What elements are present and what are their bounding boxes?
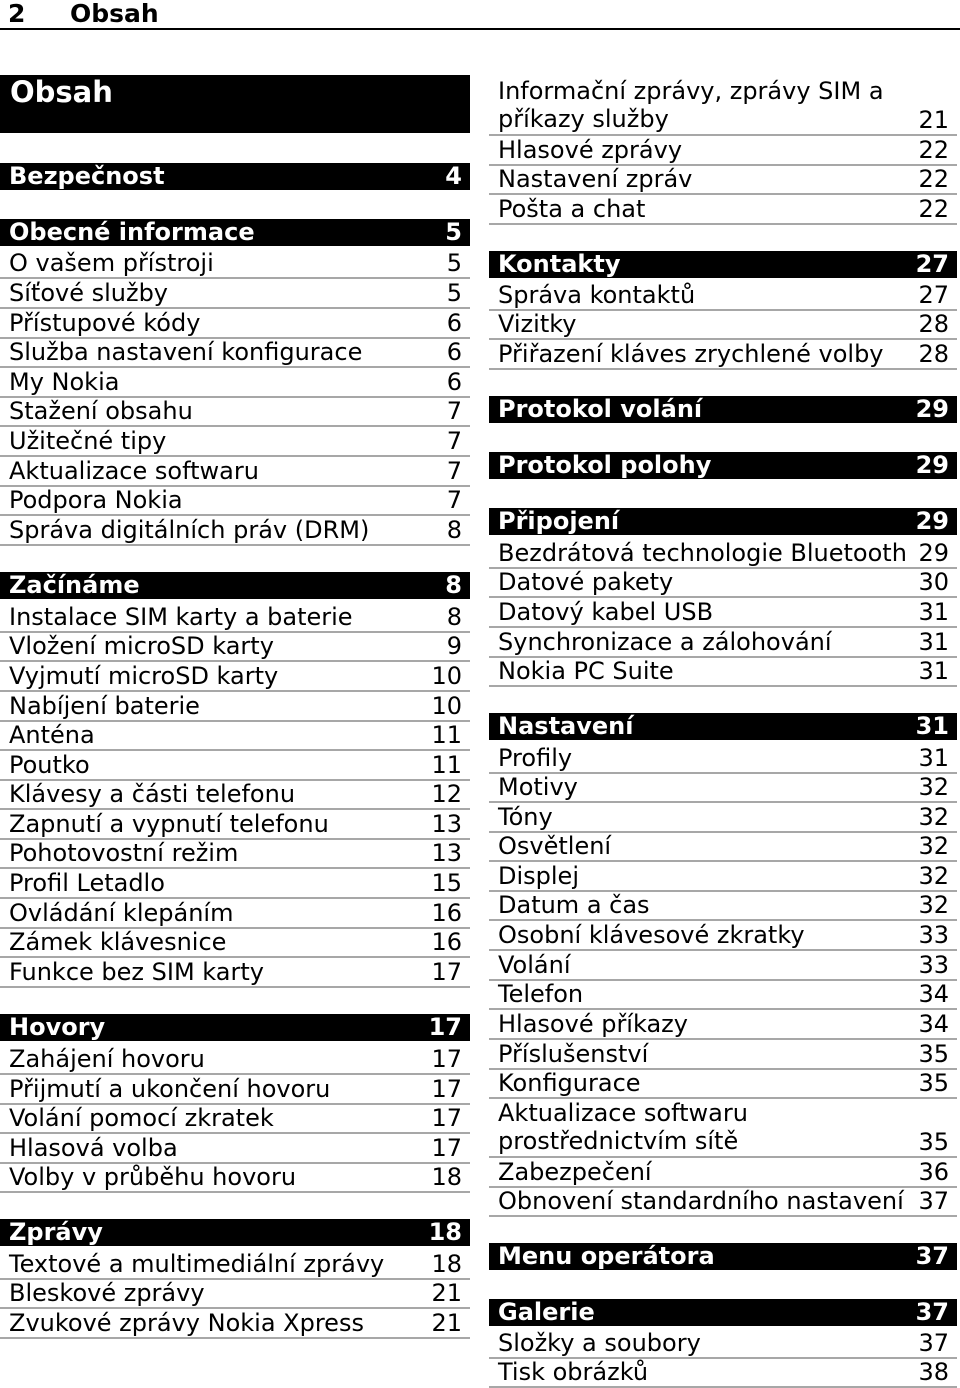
toc-section-heading[interactable] (489, 1243, 957, 1270)
toc-entry-page-number: 37 (915, 1298, 949, 1326)
toc-entry-page-number: 29 (915, 507, 949, 535)
toc-entry-page-number: 18 (431, 1163, 462, 1191)
toc-entry-title: Připojení (498, 507, 620, 535)
toc-entry-title: Hlasové zprávy (498, 136, 683, 164)
toc-entry[interactable] (0, 1250, 470, 1280)
toc-entry-title: Hovory (9, 1013, 106, 1041)
toc-entry[interactable] (489, 803, 957, 833)
toc-entry[interactable] (489, 598, 957, 628)
toc-entry-page-number: 33 (918, 951, 949, 979)
toc-entry[interactable] (489, 862, 957, 892)
toc-entry[interactable] (0, 692, 470, 722)
toc-entry-page-number: 21 (918, 106, 949, 134)
toc-entry-page-number: 37 (915, 1242, 949, 1270)
toc-entry[interactable] (0, 1163, 470, 1193)
toc-entry[interactable] (0, 1075, 470, 1105)
toc-entry-page-number: 12 (431, 780, 462, 808)
toc-entry-title: Anténa (9, 721, 95, 749)
toc-entry-page-number: 17 (431, 1134, 462, 1162)
page-number: 2 (8, 0, 26, 28)
toc-entry-title: Textové a multimediální zprávy (9, 1250, 385, 1278)
toc-entry-page-number: 5 (446, 249, 462, 277)
toc-entry-title: Zprávy (9, 1218, 103, 1246)
toc-entry-title: Tisk obrázků (498, 1358, 649, 1386)
toc-entry-page-number: 38 (918, 1358, 949, 1386)
toc-entry[interactable] (0, 338, 470, 368)
toc-entry[interactable] (489, 1010, 957, 1040)
toc-entry-title: Motivy (498, 773, 578, 801)
toc-entry-title: Pošta a chat (498, 195, 646, 223)
toc-entry-page-number: 30 (918, 568, 949, 596)
toc-entry-page-number: 37 (918, 1187, 949, 1215)
toc-entry-page-number: 18 (428, 1218, 462, 1246)
toc-entry-page-number: 34 (918, 980, 949, 1008)
toc-entry-title: Funkce bez SIM karty (9, 958, 264, 986)
toc-entry[interactable] (0, 279, 470, 309)
toc-entry[interactable] (0, 869, 470, 899)
toc-entry-title: Zvukové zprávy Nokia Xpress (9, 1309, 364, 1337)
toc-entry-title: Podpora Nokia (9, 486, 183, 514)
toc-entry[interactable] (489, 891, 957, 921)
toc-entry[interactable] (489, 568, 957, 598)
toc-entry[interactable] (0, 368, 470, 398)
toc-entry[interactable] (489, 1358, 957, 1388)
toc-entry-page-number: 17 (431, 1104, 462, 1132)
toc-entry-title: Přiřazení kláves zrychlené volby (498, 340, 884, 368)
toc-entry-page-number: 35 (918, 1128, 949, 1156)
toc-entry[interactable] (0, 751, 470, 781)
toc-entry-page-number: 22 (918, 195, 949, 223)
toc-entry-page-number: 32 (918, 862, 949, 890)
toc-entry[interactable] (489, 1158, 957, 1188)
toc-entry-page-number: 8 (446, 603, 462, 631)
toc-entry[interactable] (0, 1104, 470, 1134)
toc-entry-title: Síťové služby (9, 279, 169, 307)
toc-entry-page-number: 37 (918, 1329, 949, 1357)
toc-entry-title: Zámek klávesnice (9, 928, 227, 956)
toc-entry[interactable] (0, 486, 470, 516)
toc-entry-page-number: 7 (446, 427, 462, 455)
toc-entry-page-number: 31 (918, 744, 949, 772)
toc-entry-page-number: 28 (918, 310, 949, 338)
toc-entry-title: Správa kontaktů (498, 281, 696, 309)
toc-entry-title: Datový kabel USB (498, 598, 714, 626)
toc-entry[interactable] (489, 195, 957, 225)
toc-entry-page-number: 17 (428, 1013, 462, 1041)
toc-entry-title: Osobní klávesové zkratky (498, 921, 805, 949)
toc-entry-title: Telefon (498, 980, 584, 1008)
toc-entry-page-number: 32 (918, 891, 949, 919)
toc-entry[interactable] (489, 539, 957, 569)
toc-entry[interactable] (0, 603, 470, 633)
toc-entry-title: Datum a čas (498, 891, 650, 919)
toc-entry-title: Poutko (9, 751, 90, 779)
toc-entry-title: Nastavení (498, 712, 634, 740)
toc-entry-title: Obnovení standardního nastavení (498, 1187, 904, 1215)
toc-entry-page-number: 36 (918, 1158, 949, 1186)
toc-entry-title: Služba nastavení konfigurace (9, 338, 363, 366)
toc-section-heading[interactable] (489, 452, 957, 479)
toc-entry[interactable] (489, 980, 957, 1010)
toc-entry-title: Hlasová volba (9, 1134, 178, 1162)
toc-entry-title: Kontakty (498, 250, 621, 278)
toc-entry-page-number: 27 (915, 250, 949, 278)
toc-entry[interactable] (0, 780, 470, 810)
toc-entry[interactable] (489, 340, 957, 370)
toc-entry-title: Zabezpečení (498, 1158, 652, 1186)
toc-entry-page-number: 6 (446, 368, 462, 396)
toc-entry[interactable] (0, 1309, 470, 1339)
toc-entry-title: Bleskové zprávy (9, 1279, 205, 1307)
toc-entry-page-number: 31 (918, 628, 949, 656)
toc-entry-page-number: 32 (918, 803, 949, 831)
toc-entry-title: Ovládání klepáním (9, 899, 234, 927)
toc-entry-page-number: 29 (915, 451, 949, 479)
toc-entry[interactable] (489, 165, 957, 195)
toc-entry[interactable] (489, 832, 957, 862)
toc-entry[interactable] (489, 1040, 957, 1070)
toc-entry-page-number: 6 (446, 309, 462, 337)
toc-entry-page-number: 32 (918, 773, 949, 801)
toc-entry[interactable] (0, 810, 470, 840)
toc-entry[interactable] (0, 427, 470, 457)
toc-entry-page-number: 13 (431, 839, 462, 867)
toc-entry-title: Složky a soubory (498, 1329, 701, 1357)
toc-entry[interactable] (489, 77, 957, 136)
toc-entry[interactable] (0, 721, 470, 751)
toc-entry[interactable] (489, 951, 957, 981)
toc-entry-title: Obecné informace (9, 218, 255, 246)
toc-entry-title: Zahájení hovoru (9, 1045, 205, 1073)
page-header-title: Obsah (70, 0, 159, 28)
toc-entry[interactable] (0, 958, 470, 988)
toc-entry[interactable] (0, 397, 470, 427)
toc-entry-title: Volání pomocí zkratek (9, 1104, 274, 1132)
toc-entry-title: Instalace SIM karty a baterie (9, 603, 353, 631)
toc-entry[interactable] (0, 1279, 470, 1309)
toc-entry-page-number: 16 (431, 928, 462, 956)
toc-entry-page-number: 17 (431, 1075, 462, 1103)
toc-entry-page-number: 8 (446, 516, 462, 544)
toc-entry-page-number: 34 (918, 1010, 949, 1038)
toc-entry-title: Informační zprávy, zprávy SIM a příkazy služby (498, 77, 884, 133)
toc-entry-title: Pohotovostní režim (9, 839, 239, 867)
toc-entry-page-number: 22 (918, 165, 949, 193)
toc-entry[interactable] (0, 839, 470, 869)
toc-entry-page-number: 31 (918, 657, 949, 685)
toc-entry-title: My Nokia (9, 368, 120, 396)
toc-entry-title: Aktualizace softwaru prostřednictvím sítě (498, 1099, 748, 1155)
toc-entry-title: Užitečné tipy (9, 427, 167, 455)
toc-entry-page-number: 11 (431, 721, 462, 749)
toc-section-heading[interactable] (489, 396, 957, 423)
toc-entry-title: Profily (498, 744, 573, 772)
toc-entry[interactable] (489, 921, 957, 951)
toc-section-heading[interactable] (0, 1014, 470, 1041)
toc-entry-title: Datové pakety (498, 568, 674, 596)
toc-entry[interactable] (489, 628, 957, 658)
toc-entry-page-number: 28 (918, 340, 949, 368)
toc-entry-title: Bezpečnost (9, 162, 165, 190)
toc-title: Obsah (0, 75, 470, 133)
toc-entry-page-number: 29 (915, 395, 949, 423)
toc-entry-title: O vašem přístroji (9, 249, 214, 277)
toc-entry-page-number: 32 (918, 832, 949, 860)
toc-entry[interactable] (0, 249, 470, 279)
toc-entry-page-number: 17 (431, 958, 462, 986)
toc-entry-page-number: 18 (431, 1250, 462, 1278)
toc-entry[interactable] (0, 662, 470, 692)
toc-entry-page-number: 29 (918, 539, 949, 567)
toc-entry-page-number: 5 (446, 279, 462, 307)
toc-entry-page-number: 21 (431, 1279, 462, 1307)
toc-section-heading[interactable] (0, 219, 470, 246)
toc-entry-page-number: 35 (918, 1040, 949, 1068)
toc-entry-page-number: 7 (446, 486, 462, 514)
toc-entry[interactable] (489, 657, 957, 687)
toc-entry-title: Protokol polohy (498, 451, 712, 479)
toc-entry[interactable] (489, 1099, 957, 1158)
toc-entry-page-number: 10 (431, 692, 462, 720)
toc-entry[interactable] (489, 1329, 957, 1359)
toc-section-heading[interactable] (489, 251, 957, 278)
toc-entry-title: Nabíjení baterie (9, 692, 200, 720)
toc-section-heading[interactable] (0, 572, 470, 599)
toc-entry-title: Bezdrátová technologie Bluetooth (498, 539, 907, 567)
toc-entry-page-number: 10 (431, 662, 462, 690)
toc-entry-page-number: 7 (446, 457, 462, 485)
toc-entry-title: Vizitky (498, 310, 577, 338)
toc-entry[interactable] (489, 1187, 957, 1217)
toc-entry[interactable] (0, 516, 470, 546)
toc-entry[interactable] (489, 136, 957, 166)
toc-entry[interactable] (489, 310, 957, 340)
toc-entry[interactable] (0, 457, 470, 487)
toc-entry-title: Synchronizace a zálohování (498, 628, 832, 656)
toc-entry-page-number: 22 (918, 136, 949, 164)
toc-entry-page-number: 15 (431, 869, 462, 897)
toc-entry-page-number: 33 (918, 921, 949, 949)
toc-entry-title: Nokia PC Suite (498, 657, 674, 685)
toc-entry-title: Stažení obsahu (9, 397, 193, 425)
toc-entry-title: Menu operátora (498, 1242, 715, 1270)
toc-section-heading[interactable] (489, 1299, 957, 1326)
toc-entry-page-number: 7 (446, 397, 462, 425)
toc-entry[interactable] (489, 744, 957, 774)
toc-entry-page-number: 31 (915, 712, 949, 740)
toc-entry-title: Osvětlení (498, 832, 612, 860)
toc-entry-title: Začínáme (9, 571, 140, 599)
toc-entry-title: Protokol volání (498, 395, 703, 423)
toc-entry-title: Profil Letadlo (9, 869, 165, 897)
toc-entry-page-number: 11 (431, 751, 462, 779)
toc-section-heading[interactable] (489, 713, 957, 740)
toc-section-heading[interactable] (0, 163, 470, 190)
toc-entry-page-number: 8 (445, 571, 462, 599)
toc-entry-page-number: 16 (431, 899, 462, 927)
toc-entry[interactable] (489, 281, 957, 311)
toc-entry-title: Klávesy a části telefonu (9, 780, 296, 808)
toc-entry[interactable] (489, 773, 957, 803)
toc-entry-page-number: 27 (918, 281, 949, 309)
toc-entry-title: Příslušenství (498, 1040, 649, 1068)
toc-entry-title: Tóny (498, 803, 553, 831)
toc-section-heading[interactable] (0, 1219, 470, 1246)
toc-entry[interactable] (0, 309, 470, 339)
toc-entry-title: Konfigurace (498, 1069, 641, 1097)
toc-entry-title: Vložení microSD karty (9, 632, 274, 660)
toc-entry-page-number: 35 (918, 1069, 949, 1097)
toc-entry-title: Nastavení zpráv (498, 165, 693, 193)
toc-entry-page-number: 13 (431, 810, 462, 838)
toc-entry-title: Vyjmutí microSD karty (9, 662, 279, 690)
toc-section-heading[interactable] (489, 508, 957, 535)
toc-entry-title: Přístupové kódy (9, 309, 201, 337)
toc-entry-title: Volby v průběhu hovoru (9, 1163, 297, 1191)
toc-entry-page-number: 4 (445, 162, 462, 190)
toc-entry-title: Volání (498, 951, 571, 979)
toc-entry-title: Přijmutí a ukončení hovoru (9, 1075, 331, 1103)
toc-entry[interactable] (0, 1045, 470, 1075)
toc-entry[interactable] (0, 899, 470, 929)
toc-entry-title: Galerie (498, 1298, 595, 1326)
toc-entry-title: Správa digitálních práv (DRM) (9, 516, 370, 544)
toc-entry-title: Aktualizace softwaru (9, 457, 259, 485)
toc-entry-page-number: 9 (446, 632, 462, 660)
toc-entry[interactable] (0, 632, 470, 662)
toc-entry[interactable] (0, 1134, 470, 1164)
toc-entry-title: Hlasové příkazy (498, 1010, 688, 1038)
toc-entry-title: Displej (498, 862, 579, 890)
toc-entry-page-number: 5 (445, 218, 462, 246)
toc-entry[interactable] (489, 1069, 957, 1099)
toc-entry-page-number: 21 (431, 1309, 462, 1337)
toc-entry[interactable] (0, 928, 470, 958)
page-header (0, 0, 960, 30)
toc-entry-page-number: 6 (446, 338, 462, 366)
toc-entry-page-number: 31 (918, 598, 949, 626)
toc-entry-page-number: 17 (431, 1045, 462, 1073)
toc-entry-title: Zapnutí a vypnutí telefonu (9, 810, 329, 838)
